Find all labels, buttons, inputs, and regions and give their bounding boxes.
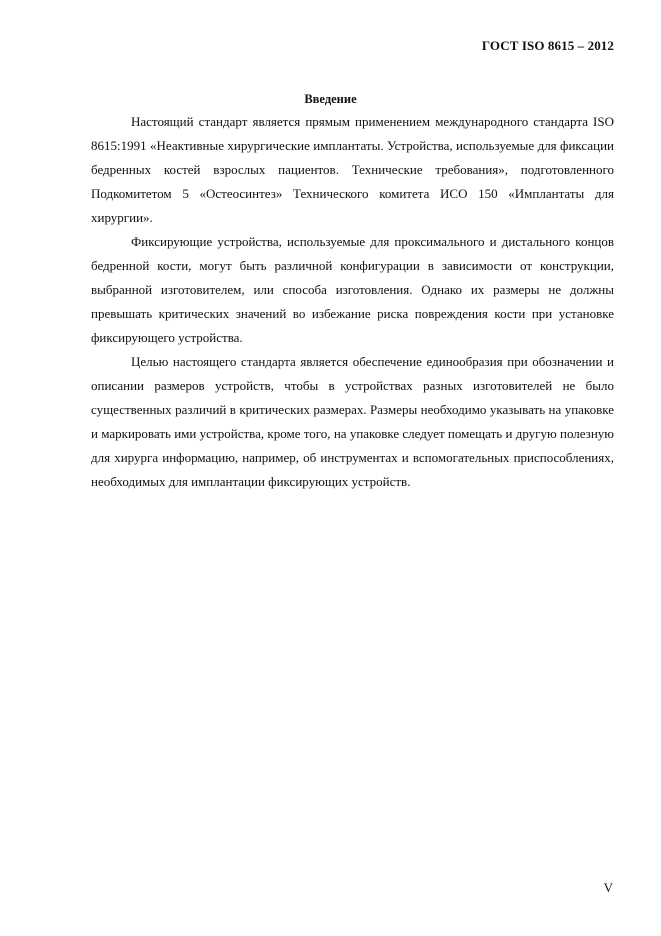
section-title: Введение	[304, 92, 357, 106]
paragraph-2: Фиксирующие устройства, используемые для проксимального и дистального концов бедренной кости, могут быть различной конфигурации в зависимости от конструкции, выбранной изготовителем, или способа изготовления. Однако их размеры не должны превышать критических значений во избежание риска повреждения кости при установке фиксирующего устройства.	[91, 234, 614, 345]
section-body	[91, 110, 614, 494]
document-code-header: ГОСТ ISO 8615 – 2012	[481, 38, 614, 53]
page-number: V	[603, 880, 613, 895]
paragraph-3: Целью настоящего стандарта является обеспечение единообразия при обозначении и описании размеров устройств, чтобы в устройствах разных изготовителей не было существенных различий в критических размерах. Размеры необходимо указывать на упаковке и маркировать ими устройства, кроме того, на упаковке следует помещать и другую полезную для хирурга информацию, например, об инструментах и вспомогательных приспособлениях, необходимых для имплантации фиксирующих устройств.	[91, 354, 614, 489]
paragraph-1: Настоящий стандарт является прямым применением международного стандарта ISO 8615:1991 «Неактивные хирургические имплантаты. Устройства, используемые для фиксации бедренных костей взрослых пациентов. Технические требования», подготовленного Подкомитетом 5 «Остеосинтез» Технического комитета ИСО 150 «Имплантаты для хирургии».	[91, 114, 614, 225]
